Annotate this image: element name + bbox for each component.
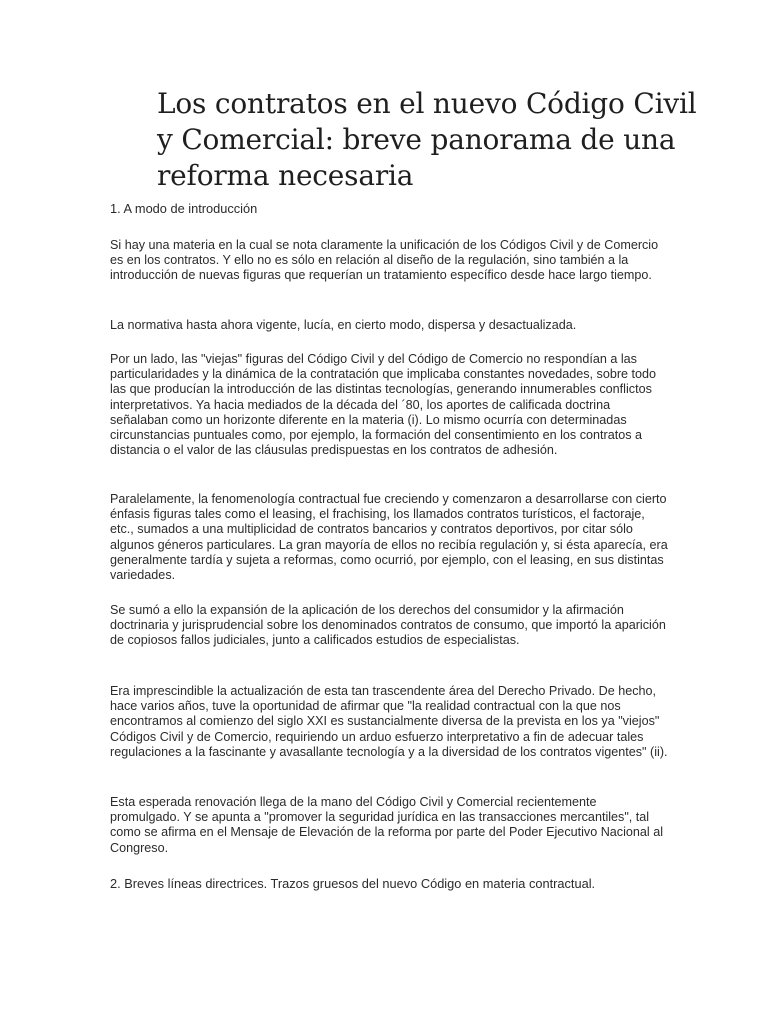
paragraph-7: Esta esperada renovación llega de la mano del Código Civil y Comercial recientemente promulgado. Y se apunta a "promover la seguridad jurídica en las transacciones mercantiles", tal como se afirma en el Mensaje de Elevación de la reforma por parte del Poder Ejecutivo Nacional al Congreso. (110, 795, 664, 855)
paragraph-6: Era imprescindible la actualización de esta tan trascendente área del Derecho Privado. De hecho, hace varios años, tuve la oportunidad de afirmar que "la realidad contractual con la que nos encontramos al comienzo del siglo XXI es sustancialmente diversa de la prevista en los ya "viejos" Códigos Civil y de Comercio, requiriendo un arduo esfuerzo interpretativo a fin de adecuar tales regulaciones a la fascinante y avasallante tecnología y a la diversidad de los contratos vigentes" (ii). (110, 684, 668, 759)
document-title: Los contratos en el nuevo Código Civil y Comercial: breve panorama de una reforma necesaria (157, 87, 697, 192)
section-1-heading: 1. A modo de introducción (110, 201, 258, 216)
paragraph-1: Si hay una materia en la cual se nota claramente la unificación de los Códigos Civil y de Comercio es en los contratos. Y ello no es sólo en relación al diseño de la regulación, sino también a la introducción de nuevas figuras que requerían un tratamiento específico desde hace largo tiempo. (110, 238, 659, 283)
paragraph-2: La normativa hasta ahora vigente, lucía, en cierto modo, dispersa y desactualizada. (110, 318, 577, 332)
paragraph-5: Se sumó a ello la expansión de la aplicación de los derechos del consumidor y la afirmación doctrinaria y jurisprudencial sobre los denominados contratos de consumo, que importó la aparición de copiosos fallos judiciales, junto a calificados estudios de especialistas. (110, 603, 666, 648)
paragraph-4: Paralelamente, la fenomenología contractual fue creciendo y comenzaron a desarrollarse con cierto énfasis figuras tales como el leasing, el frachising, los llamados contratos turísticos, el factoraje, etc., sumados a una multiplicidad de contratos bancarios y contratos deportivos, por citar sólo algunos géneros particulares. La gran mayoría de ellos no recibía regulación y, si ésta aparecía, era generalmente tardía y sujeta a reformas, como ocurrió, por ejemplo, con el leasing, en sus distintas variedades. (110, 492, 668, 583)
section-2-heading: 2. Breves líneas directrices. Trazos gruesos del nuevo Código en materia contractual. (110, 876, 596, 891)
paragraph-3: Por un lado, las "viejas" figuras del Código Civil y del Código de Comercio no respondían a las particularidades y la dinámica de la contratación que implicaba constantes novedades, sobre todo las que producían la introducción de las distintas tecnologías, generando innumerables conflictos interpretativos. Ya hacia mediados de la década del ´80, los aportes de calificada doctrina señalaban como un horizonte diferente en la materia (i). Lo mismo ocurría con determinadas circunstancias puntuales como, por ejemplo, la formación del consentimiento en los contratos a distancia o el valor de las cláusulas predispuestas en los contratos de adhesión. (110, 352, 657, 458)
